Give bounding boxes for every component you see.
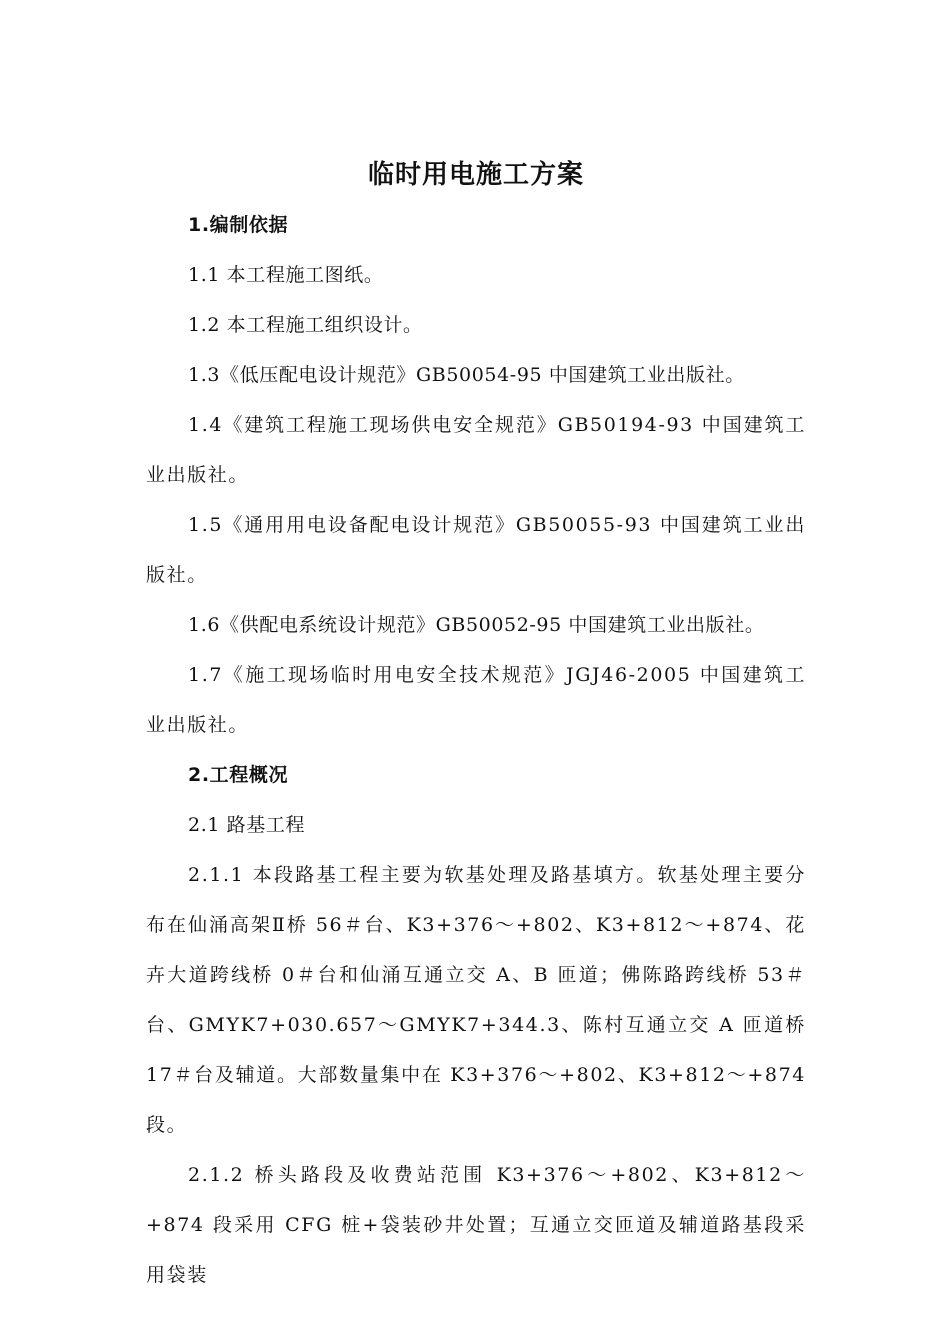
- paragraph-2-1: 2.1 路基工程: [188, 814, 306, 836]
- paragraph-1-2: 1.2 本工程施工组织设计。: [188, 314, 423, 336]
- document-title: 临时用电施工方案: [367, 160, 584, 190]
- section-heading-2: 2.工程概况: [188, 764, 289, 786]
- document-page: [146, 150, 806, 1300]
- paragraph-2-1-1: 2.1.1 本段路基工程主要为软基处理及路基填方。软基处理主要分布在仙涌高架Ⅱ桥 56＃台、K3+376～+802、K3+812～+874、花卉大道跨线桥 0＃台和仙涌互通立交 A、B 匝道；佛陈路跨线桥 53＃台、GMYK7+030.657～GMYK7+344.3、陈村互通立交 A 匝道桥 17＃台及辅道。大部数量集中在 K3+376～+802、K3+812～+874 段。: [146, 864, 806, 1136]
- paragraph-1-3: 1.3《低压配电设计规范》GB50054-95 中国建筑工业出版社。: [188, 364, 745, 386]
- paragraph-1-5: 1.5《通用用电设备配电设计规范》GB50055-93 中国建筑工业出版社。: [146, 514, 806, 586]
- paragraph-2-1-2: 2.1.2 桥头路段及收费站范围 K3+376～+802、K3+812～+874 段采用 CFG 桩+袋装砂井处置；互通立交匝道及辅道路基段采用袋装: [146, 1164, 806, 1286]
- paragraph-1-4: 1.4《建筑工程施工现场供电安全规范》GB50194-93 中国建筑工业出版社。: [146, 414, 806, 486]
- paragraph-1-7: 1.7《施工现场临时用电安全技术规范》JGJ46-2005 中国建筑工业出版社。: [146, 664, 806, 736]
- section-heading-1: 1.编制依据: [188, 214, 289, 236]
- paragraph-1-1: 1.1 本工程施工图纸。: [188, 264, 384, 286]
- paragraph-1-6: 1.6《供配电系统设计规范》GB50052-95 中国建筑工业出版社。: [188, 614, 765, 636]
